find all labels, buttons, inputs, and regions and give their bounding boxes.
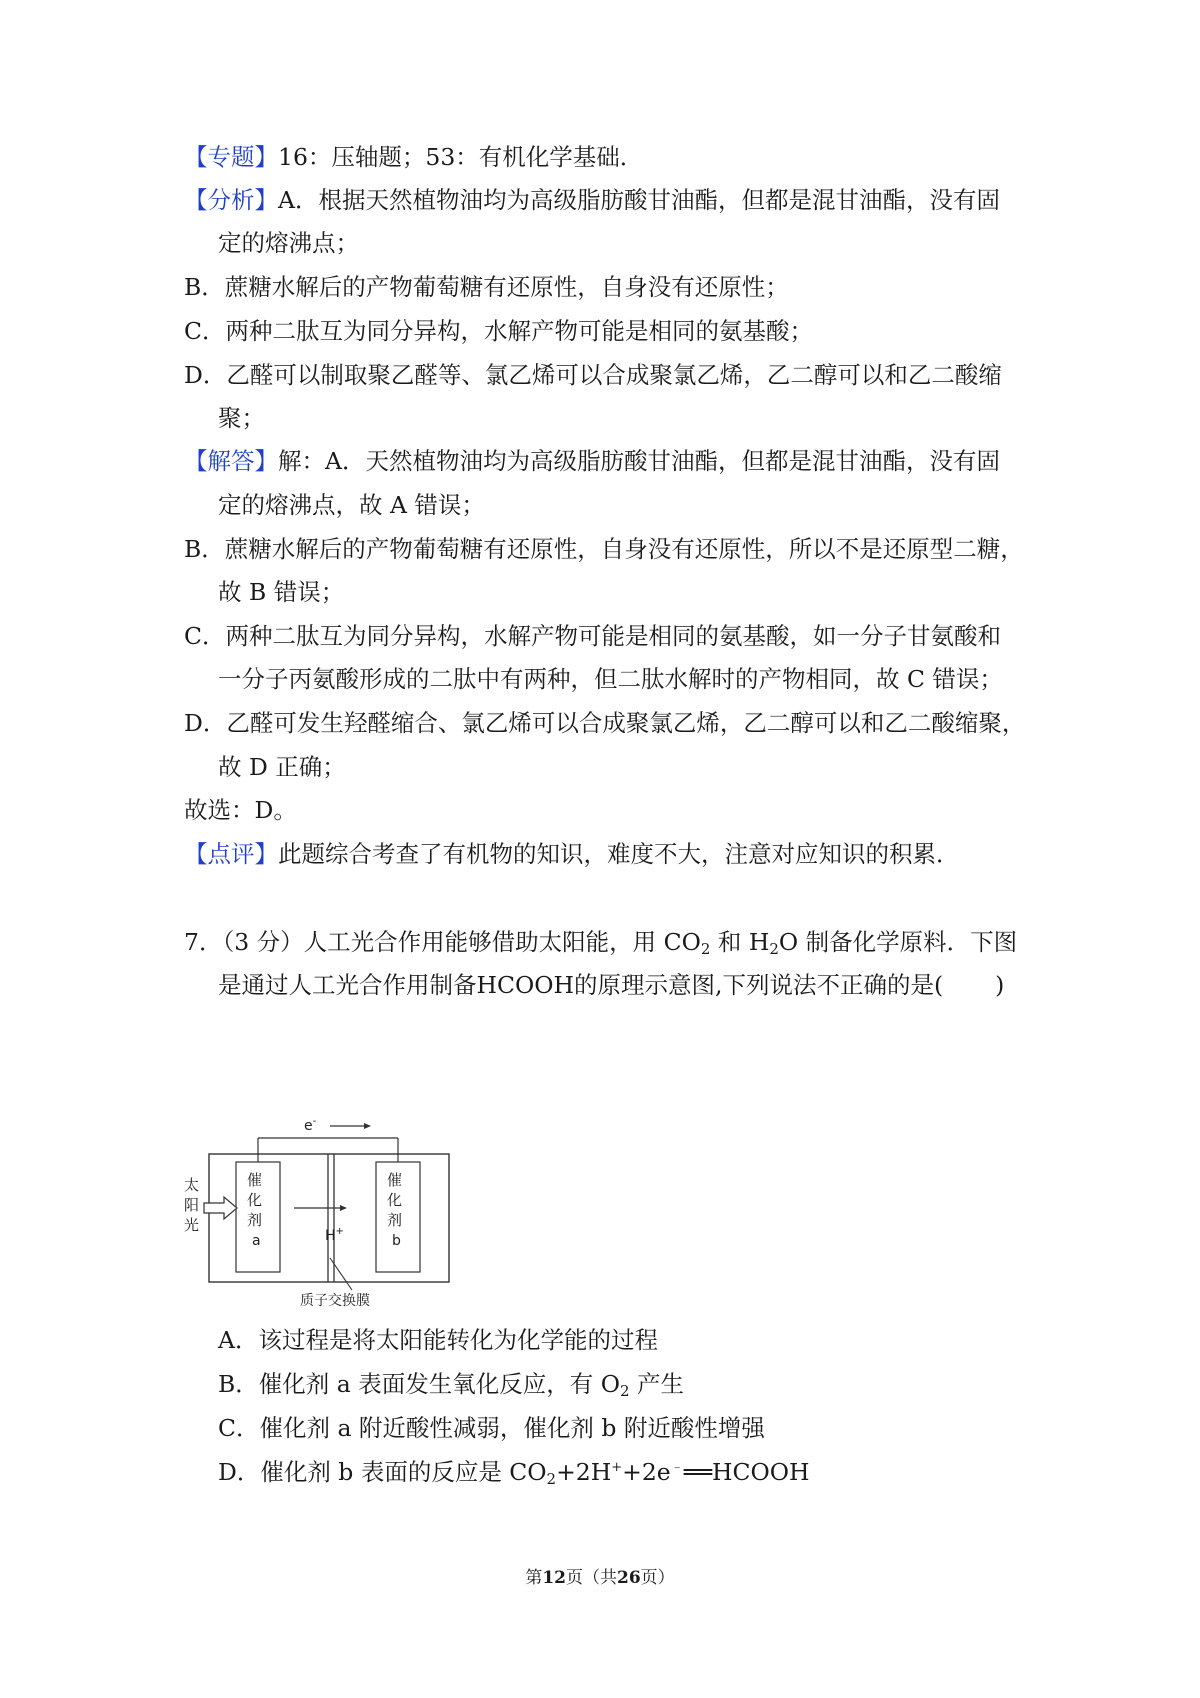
svg-text:阳: 阳 (184, 1196, 200, 1214)
analysis-line (184, 183, 1000, 217)
question-line1: 7．（3 分）人工光合作用能够借助太阳能，用 $CO_2$ 和 $H_2O$ 制备化学原料．下图 (184, 928, 1018, 958)
topic-line (184, 140, 643, 174)
svg-text:剂: 剂 (387, 1211, 403, 1229)
option-c: C．催化剂 a 附近酸性减弱，催化剂 b 附近酸性增强 (218, 1414, 765, 1442)
analysis-d-line2: 聚； (218, 404, 265, 432)
topic-tag: 【专题】 (184, 143, 278, 171)
svg-text:光: 光 (184, 1216, 200, 1234)
svg-text:b: b (392, 1233, 401, 1249)
answer-c-line1: C．两种二肽互为同分异构，水解产物可能是相同的氨基酸，如一分子甘氨酸和 (184, 622, 1001, 650)
membrane-pointer (330, 1258, 352, 1290)
answer-tag: 【解答】 (184, 447, 278, 475)
svg-text:a: a (252, 1233, 261, 1249)
answer-line (184, 444, 1000, 478)
answer-c-line2: 一分子丙氨酸形成的二肽中有两种，但二肽水解时的产物相同，故 C 错误； (218, 665, 1003, 693)
membrane-label: 质子交换膜 (300, 1293, 370, 1308)
option-a: A．该过程是将太阳能转化为化学能的过程 (218, 1326, 658, 1354)
answer-choice: 故选：D。 (184, 796, 297, 824)
answer-d-line1: D．乙醛可发生羟醛缩合、氯乙烯可以合成聚氯乙烯，乙二醇可以和乙二酸缩聚， (184, 709, 1026, 737)
analysis-tag: 【分析】 (184, 186, 278, 214)
svg-text:剂: 剂 (247, 1211, 263, 1229)
analysis-d-line1: D．乙醛可以制取聚乙醛等、氯乙烯可以合成聚氯乙烯，乙二醇可以和乙二酸缩 (184, 361, 1002, 389)
question-line2: 是通过人工光合作用制备HCOOH的原理示意图,下列说法不正确的是( ) (218, 971, 1005, 999)
option-d: D．催化剂 b 表面的反应是 $CO_2+2H^++2e^﹣══HCOOH$ (218, 1458, 810, 1488)
svg-text:催: 催 (247, 1171, 263, 1189)
analysis-b-line: B．蔗糖水解后的产物葡萄糖有还原性，自身没有还原性； (184, 273, 789, 301)
comment-tag: 【点评】 (184, 840, 278, 868)
sunlight-label (184, 1176, 199, 1234)
topic-text: 16：压轴题；53：有机化学基础． (278, 143, 644, 171)
page-total: 26 (617, 1568, 641, 1588)
answer-b-line1: B．蔗糖水解后的产物葡萄糖有还原性，自身没有还原性，所以不是还原型二糖， (184, 535, 1024, 563)
question-number: 7． (184, 928, 223, 956)
answer-b-line2: 故 B 错误； (218, 578, 345, 606)
comment-text: 此题综合考查了有机物的知识，难度不大，注意对应知识的积累． (278, 840, 960, 868)
comment-line (184, 837, 960, 871)
photosynthesis-cell-diagram (182, 1108, 462, 1308)
answer-d-line2: 故 D 正确； (218, 753, 346, 781)
proton-arrow (294, 1205, 347, 1211)
svg-text:化: 化 (247, 1191, 263, 1209)
electron-label: e- (304, 1116, 317, 1134)
page-number: 12 (542, 1568, 566, 1588)
answer-a-line1: 解：A．天然植物油均为高级脂肪酸甘油酯，但都是混甘油酯，没有固 (278, 447, 1000, 475)
answer-a-line2: 定的熔沸点，故 A 错误； (218, 491, 485, 519)
page-footer: 第12页（共26页） (525, 1568, 675, 1588)
proton-label: H+ (325, 1226, 344, 1244)
formula-hcooh: HCOOH (476, 971, 574, 999)
analysis-a-line2: 定的熔沸点； (218, 229, 359, 257)
svg-text:化: 化 (387, 1191, 403, 1209)
analysis-a-line1: A．根据天然植物油均为高级脂肪酸甘油酯，但都是混甘油酯，没有固 (278, 186, 1000, 214)
option-b: B．催化剂 a 表面发生氧化反应，有 $O_2$ 产生 (218, 1370, 684, 1400)
electron-arrow (330, 1123, 371, 1129)
svg-text:催: 催 (387, 1171, 403, 1189)
analysis-c-line: C．两种二肽互为同分异构，水解产物可能是相同的氨基酸； (184, 317, 813, 345)
svg-text:太: 太 (184, 1176, 200, 1194)
